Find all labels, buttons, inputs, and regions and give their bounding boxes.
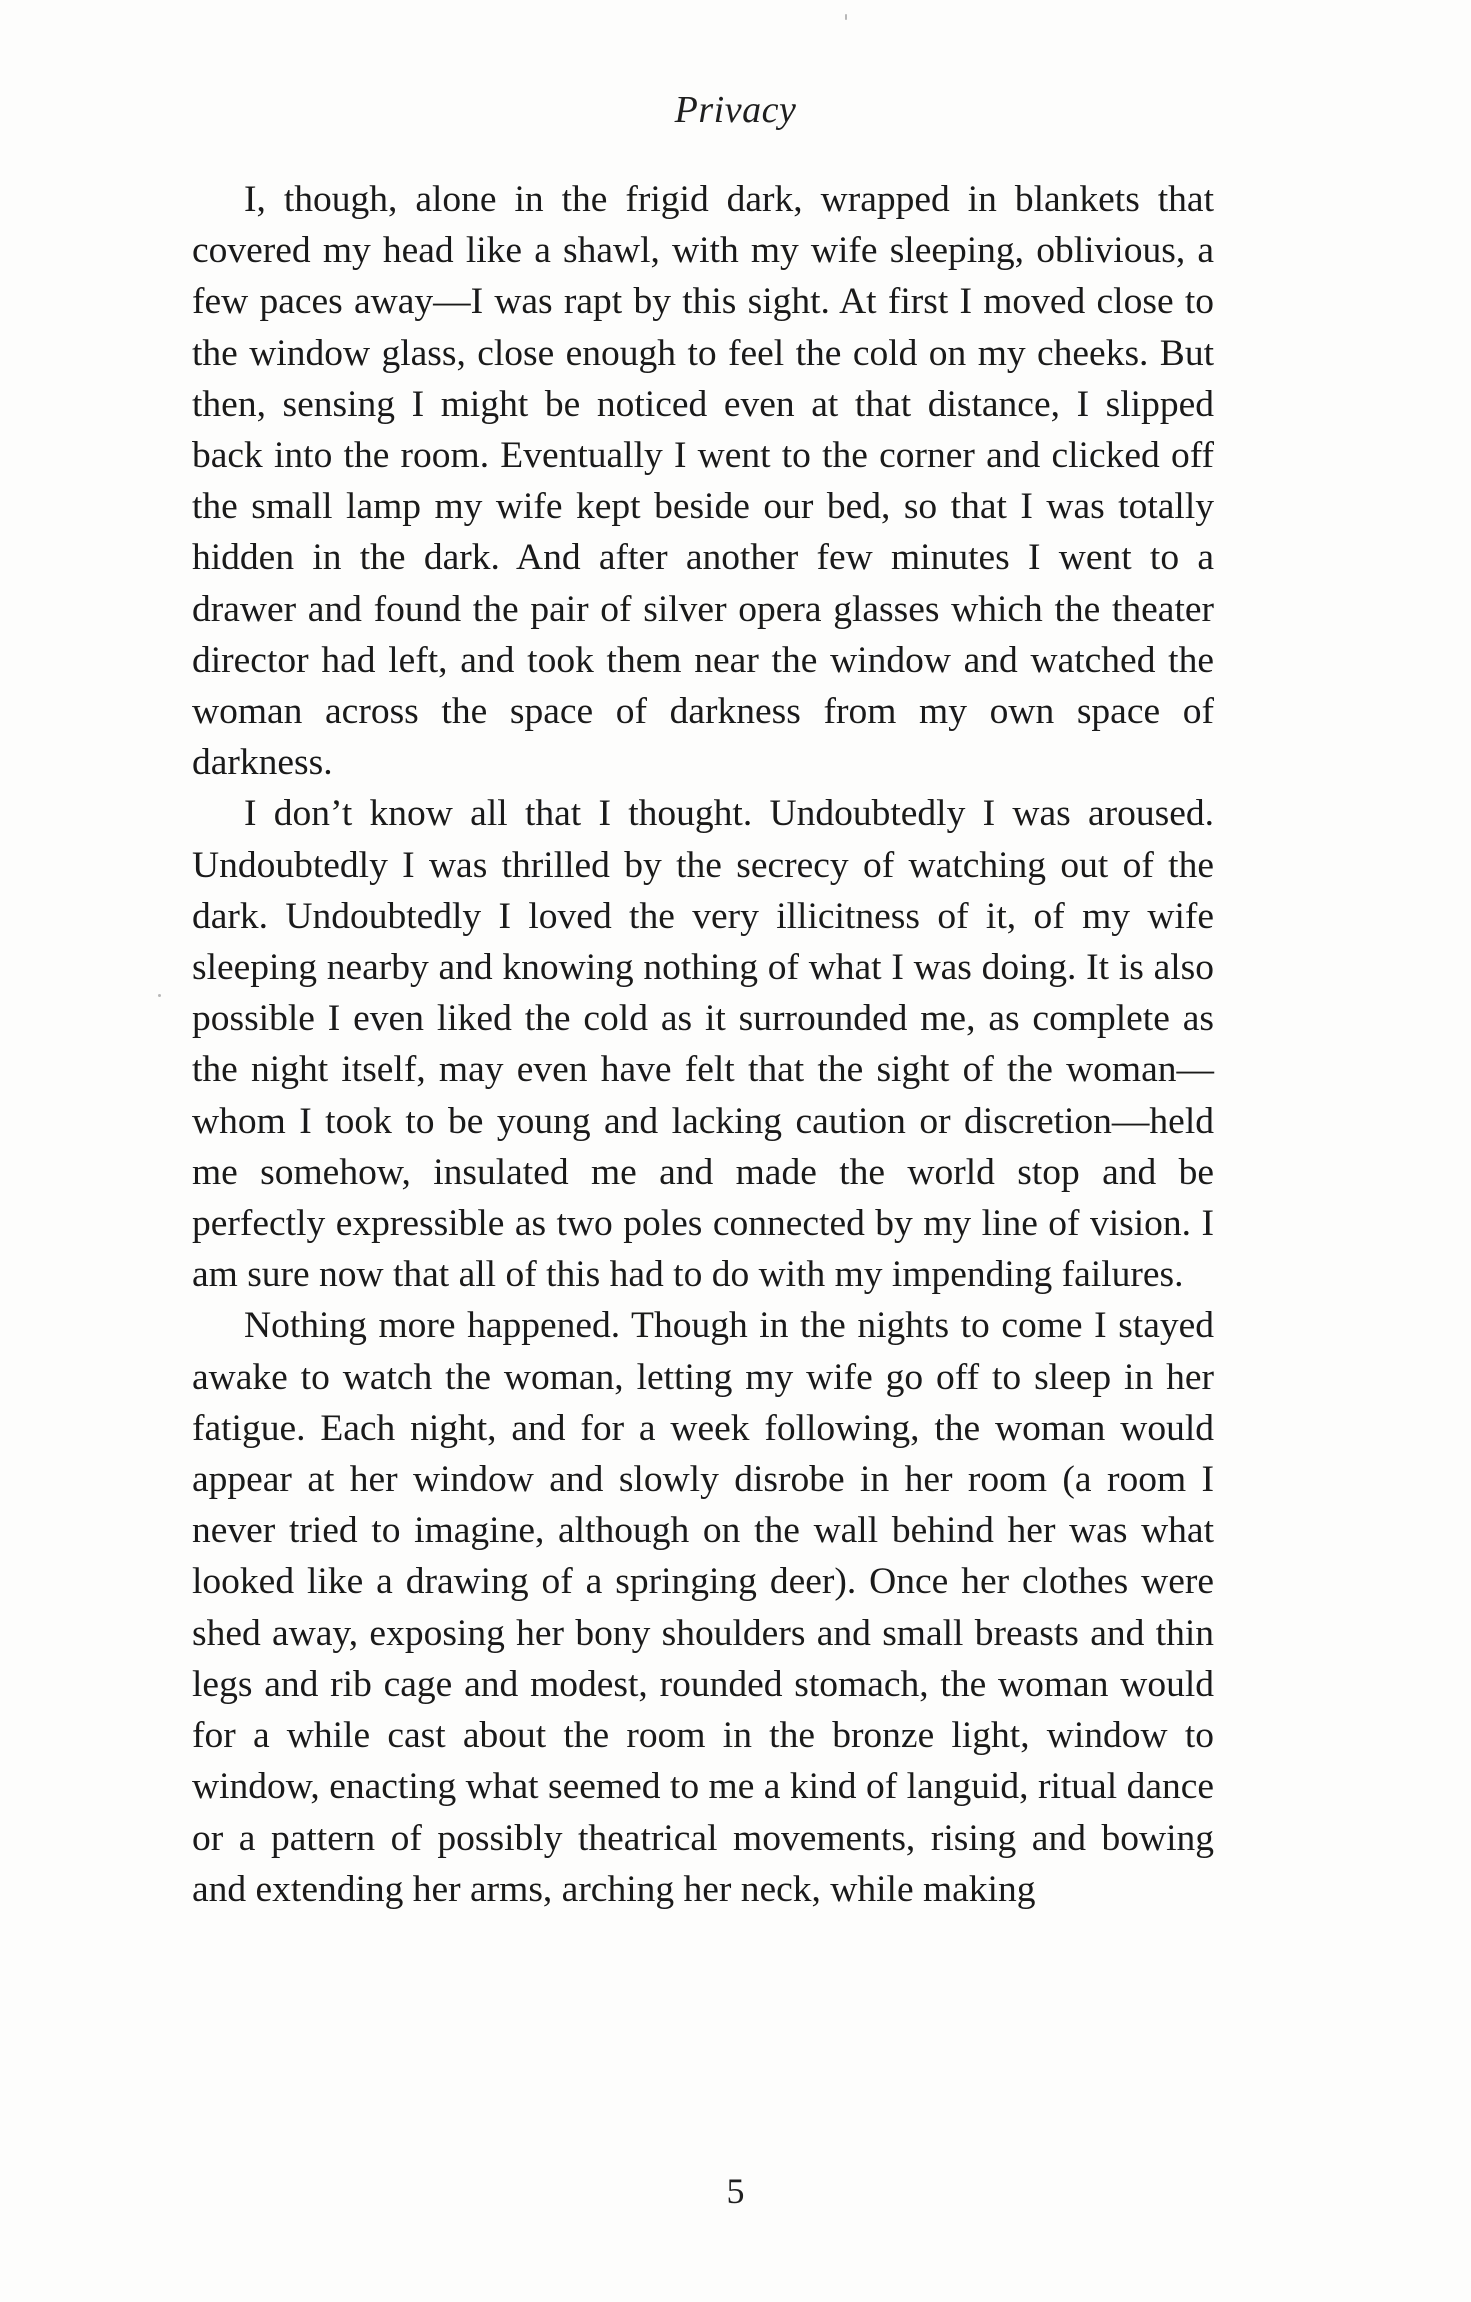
paragraph-2: I don’t know all that I thought. Undoubtedly I was aroused. Undoubtedly I was thrilled by the secrecy of watching out of the dark. Undoubtedly I loved the very illicitness of it, of my wife sleeping nearby and knowing nothing of what I was doing. It is also possible I even liked the cold as it surrounded me, as complete as the night itself, may even have felt that the sight of the woman—whom I took to be young and lacking caution or discretion—held me somehow, insulated me and made the world stop and be perfectly expressible as two poles connected by my line of vision. I am sure now that all of this had to do with my impending failures. <box>192 793 1214 1296</box>
page-number: 5 <box>726 2171 745 2211</box>
paper-speck <box>158 994 161 997</box>
body-text <box>192 174 1214 1915</box>
paragraph-1: I, though, alone in the frigid dark, wrapped in blankets that covered my head like a shawl, with my wife sleeping, oblivious, a few paces away—I was rapt by this sight. At first I moved close to the window glass, close enough to feel the cold on my cheeks. But then, sensing I might be noticed even at that distance, I slipped back into the room. Eventually I went to the corner and clicked off the small lamp my wife kept beside our bed, so that I was totally hidden in the dark. And after another few minutes I went to a drawer and found the pair of silver opera glasses which the theater director had left, and took them near the window and watched the woman across the space of darkness from my own space of darkness. <box>192 179 1214 784</box>
paragraph-3: Nothing more happened. Though in the nights to come I stayed awake to watch the woman, letting my wife go off to sleep in her fatigue. Each night, and for a week following, the woman would appear at her window and slowly disrobe in her room (a room I never tried to imagine, although on the wall behind her was what looked like a drawing of a springing deer). Once her clothes were shed away, exposing her bony shoulders and small breasts and thin legs and rib cage and modest, rounded stomach, the woman would for a while cast about the room in the bronze light, window to window, enacting what seemed to me a kind of languid, ritual dance or a pattern of possibly theatrical movements, rising and bowing and extending her arms, arching her neck, while making <box>192 1305 1214 1910</box>
paper-speck <box>845 14 847 20</box>
running-head-title: Privacy <box>674 89 797 131</box>
